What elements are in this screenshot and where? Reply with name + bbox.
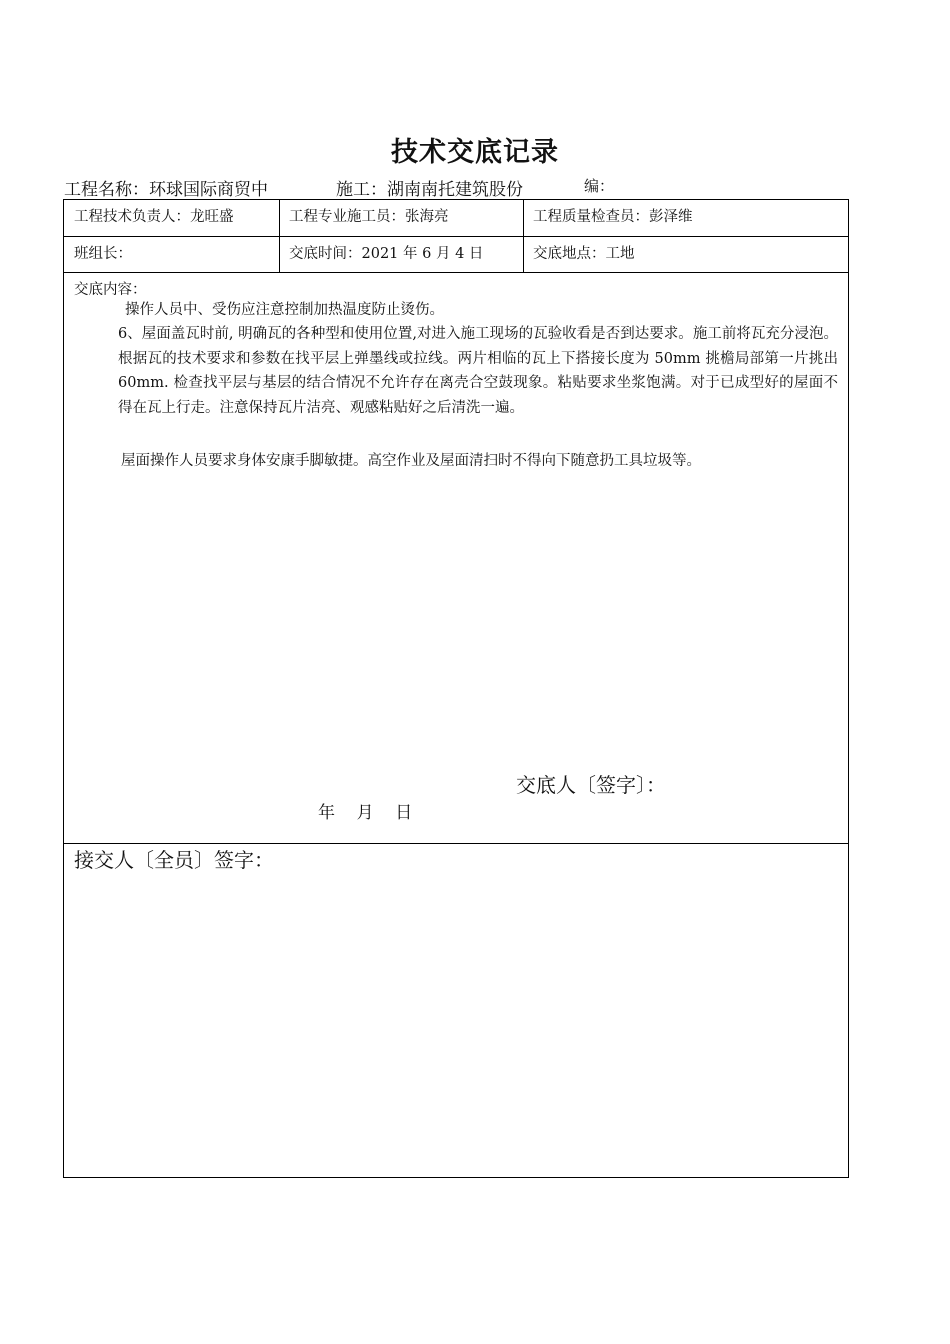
signature-date-label: 年 月 日 [318,803,413,823]
cell-divider [523,237,524,273]
construction-worker-field: 工程专业施工员：张海亮 [289,209,449,225]
contractor-name: 施工：湖南南托建筑股份 [336,180,523,200]
content-paragraph: 6、屋面盖瓦时前, 明确瓦的各种型和使用位置,对进入施工现场的瓦验收看是否到达要求。施工前将瓦充分浸泡。根据瓦的技术要求和参数在找平层上弹墨线或拉线。两片相临的瓦上下搭接长度为 50mm 挑檐局部第一片挑出 60mm. 检查找平层与基层的结合情况不允许存在离壳合空鼓现象。粘贴要求坐浆饱满。对于已成型好的屋面不得在瓦上行走。注意保持瓦片洁亮、观感粘贴好之后清洗一遍。 [118,326,838,416]
content-label: 交底内容： [74,282,147,298]
content-paragraph: 屋面操作人员要求身体安康手脚敏捷。高空作业及屋面清扫时不得向下随意扔工具垃圾等。 [121,453,701,469]
team-leader-field: 班组长： [74,246,132,262]
handover-time-field: 交底时间：2021 年 6 月 4 日 [289,246,484,262]
cell-divider [523,200,524,237]
info-row-handover [63,236,849,273]
handover-location-field: 交底地点：工地 [533,246,635,262]
quality-inspector-field: 工程质量检查员：彭泽维 [533,209,693,225]
signer-signature-label: 交底人〔签字〕： [516,773,666,797]
compiler-label: 编： [584,177,615,195]
content-paragraph: 操作人员中、受伤应注意控制加热温度防止烫伤。 [125,302,444,318]
info-row-staff [63,199,849,237]
project-name: 工程名称：环球国际商贸中 [64,180,268,200]
receiver-signature-section [63,843,849,1178]
receiver-signature-label: 接交人〔全员〕签字： [74,848,274,872]
technical-lead-field: 工程技术负责人：龙旺盛 [74,209,234,225]
header-line [64,175,864,199]
cell-divider [279,200,280,237]
handover-content-section [63,272,849,844]
cell-divider [279,237,280,273]
document-title: 技术交底记录 [391,137,559,168]
